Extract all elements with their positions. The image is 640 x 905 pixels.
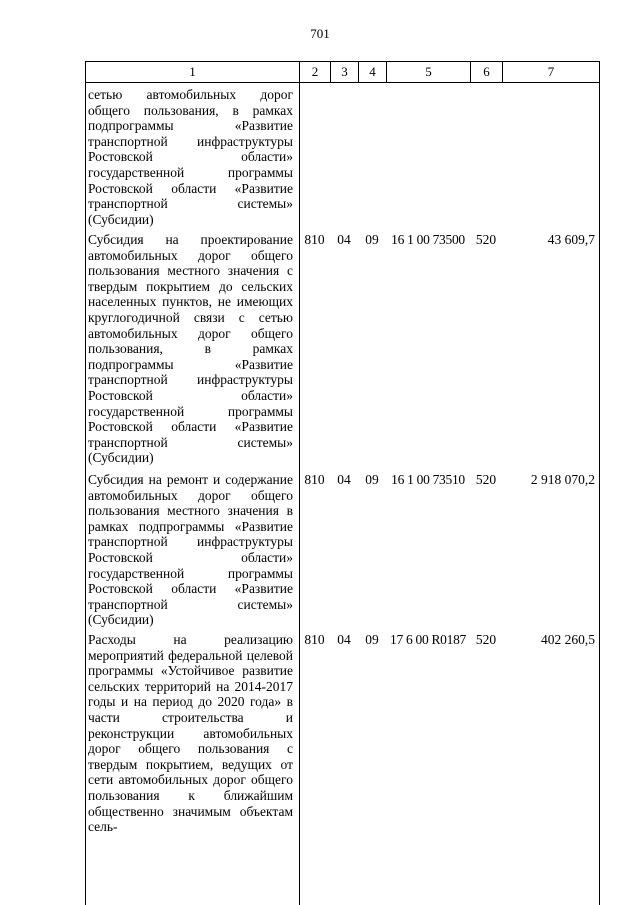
row-target: 16 1 00 73500 xyxy=(391,232,465,247)
row-ministry: 810 xyxy=(304,472,325,487)
row-description: сетью автомобильных дорог общего пользования, в рамках подпрограммы «Развитие транспортной инфраструктуры Ростовской области» государственной программы Ростовской области «Развитие транспортной системы» (Субсидии) xyxy=(88,87,293,227)
column-header-4: 4 xyxy=(359,62,387,82)
row-expense-type: 520 xyxy=(475,632,497,647)
row-ministry: 810 xyxy=(304,632,325,647)
row-amount: 43 609,7 xyxy=(547,232,595,247)
row-ministry: 810 xyxy=(304,232,325,247)
row-amount: 2 918 070,2 xyxy=(530,472,595,487)
table-border-left xyxy=(85,83,86,905)
row-subsection: 09 xyxy=(365,632,379,647)
row-amount: 402 260,5 xyxy=(541,632,595,647)
column-header-2: 2 xyxy=(300,62,331,82)
row-description: Субсидия на ремонт и содержание автомобильных дорог общего пользования местного значения в рамках подпрограммы «Развитие транспортной инфраструктуры Ростовской области» государственной программы Ростовской области «Развитие транспортной системы» (Субсидии) xyxy=(88,472,293,628)
row-section: 04 xyxy=(337,232,351,247)
table-header xyxy=(85,61,600,83)
table-border-right xyxy=(599,83,600,905)
row-description: Субсидия на проектирование автомобильных дорог общего пользования местного значения с твердым покрытием до сельских населенных пунктов, не имеющих круглогодичной связи с сетью автомобильных дорог общего пользования, в рамках подпрограммы «Развитие транспортной инфраструктуры Ростовской области» государственной программы Ростовской области «Развитие транспортной системы» (Субсидии) xyxy=(88,232,293,466)
column-header-5: 5 xyxy=(387,62,471,82)
row-expense-type: 520 xyxy=(475,232,497,247)
page-number: 701 xyxy=(310,26,330,41)
column-header-6: 6 xyxy=(471,62,503,82)
column-header-3: 3 xyxy=(331,62,359,82)
row-subsection: 09 xyxy=(365,232,379,247)
row-expense-type: 520 xyxy=(475,472,497,487)
row-subsection: 09 xyxy=(365,472,379,487)
row-target: 17 6 00 R0187 xyxy=(390,632,466,647)
row-section: 04 xyxy=(337,472,351,487)
column-header-7: 7 xyxy=(547,64,555,79)
row-description: Расходы на реализацию мероприятий федеральной целевой программы «Устойчивое развитие сельских территорий на 2014-2017 годы и на период до 2020 года» в части строительства и реконструкции автомобильных дорог общего пользования с твердым покрытием, ведущих от сети автомобильных дорог общего пользования к ближайшим общественно значимым объектам сель- xyxy=(88,632,293,835)
row-target: 16 1 00 73510 xyxy=(391,472,465,487)
row-section: 04 xyxy=(337,632,351,647)
column-header-1: 1 xyxy=(86,62,300,82)
table-divider-1 xyxy=(299,83,300,905)
